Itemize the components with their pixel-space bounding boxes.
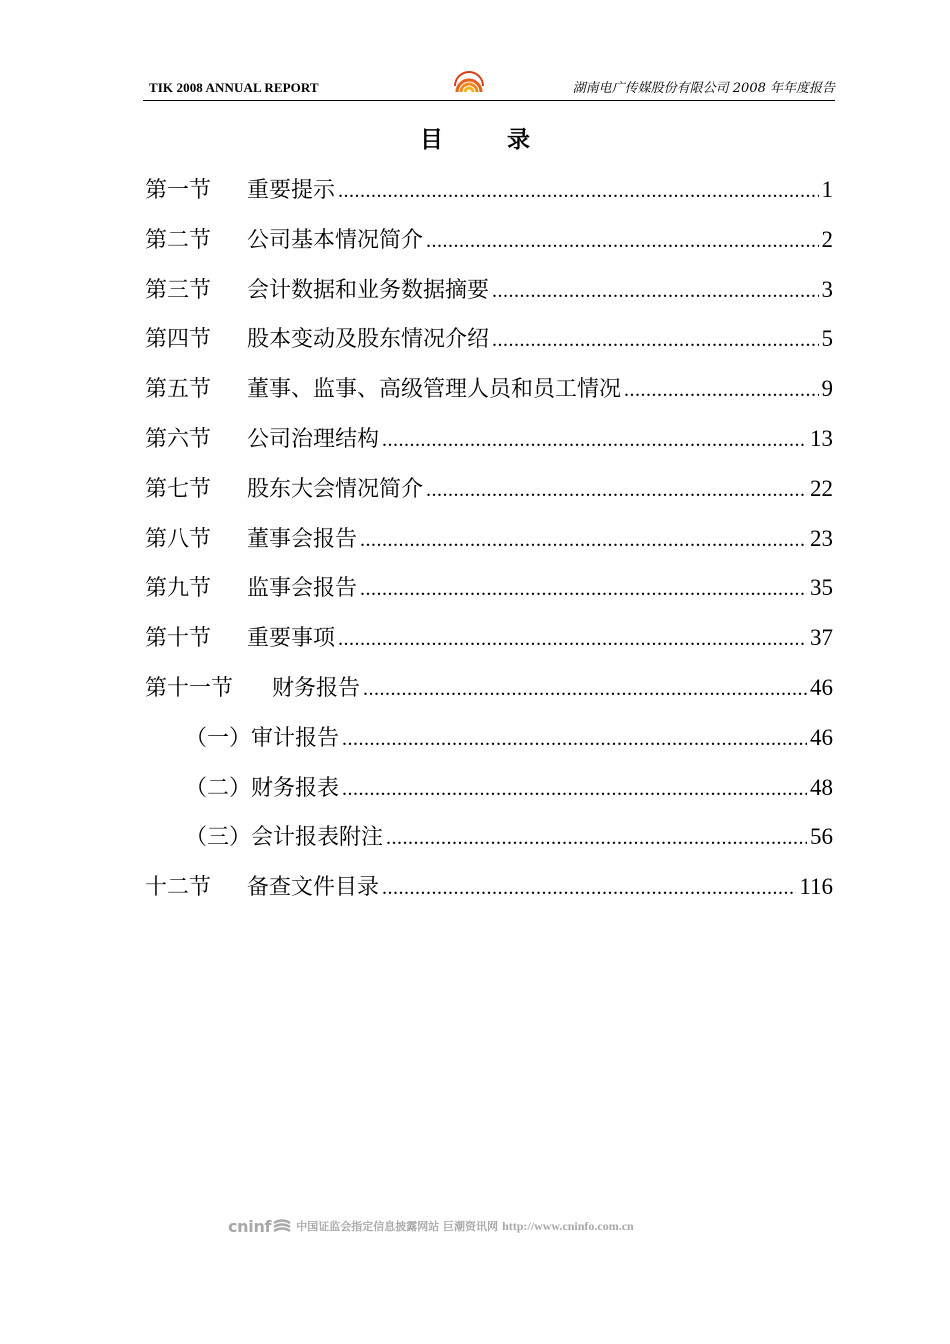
- toc-item[interactable]: [145, 221, 833, 271]
- toc-leader: [342, 720, 807, 758]
- toc-leader: [338, 172, 818, 210]
- footer-url[interactable]: http://www.cninfo.com.cn: [502, 1218, 634, 1233]
- page-title: [0, 125, 950, 155]
- toc-page: 35: [810, 575, 833, 601]
- toc-title: 备查文件目录: [247, 875, 380, 901]
- toc-leader: [492, 272, 818, 310]
- toc-leader: [382, 421, 807, 459]
- toc-title: 公司基本情况简介: [247, 227, 424, 253]
- toc-page: 9: [821, 376, 833, 402]
- toc-item[interactable]: [145, 271, 833, 321]
- toc-leader: [360, 521, 807, 559]
- title-char-1: 目: [420, 127, 443, 153]
- cninfo-logo-icon: [272, 1218, 292, 1234]
- toc-list: [145, 171, 833, 918]
- toc-page: 37: [810, 625, 833, 651]
- header-report-label: TIK 2008 ANNUAL REPORT: [149, 80, 319, 95]
- toc-item[interactable]: [145, 370, 833, 420]
- toc-leader: [426, 222, 818, 260]
- toc-title: 重要提示: [247, 178, 336, 203]
- toc-title: 公司治理结构: [247, 426, 380, 452]
- toc-title: 股东大会情况简介: [247, 476, 424, 502]
- toc-page: 1: [821, 177, 833, 202]
- toc-item[interactable]: [145, 171, 833, 221]
- footer-brand: cninf: [228, 1216, 272, 1236]
- toc-title: （二）财务报表: [185, 775, 340, 801]
- toc-subitem[interactable]: [145, 818, 833, 868]
- toc-section: 第七节: [145, 476, 212, 502]
- toc-page: 22: [810, 475, 833, 501]
- title-char-2: 录: [507, 127, 530, 153]
- toc-section: 第八节: [145, 526, 212, 552]
- toc-leader: [492, 321, 818, 359]
- toc-leader: [386, 819, 807, 857]
- toc-title: 会计数据和业务数据摘要: [247, 277, 490, 303]
- toc-item[interactable]: [145, 569, 833, 619]
- footer-watermark: [228, 1213, 748, 1239]
- toc-section: 第九节: [145, 576, 212, 602]
- toc-title: 董事会报告: [247, 526, 358, 552]
- toc-item[interactable]: [145, 520, 833, 570]
- toc-page: 48: [810, 774, 833, 800]
- toc-item[interactable]: [145, 320, 833, 370]
- toc-section: 第四节: [145, 327, 212, 353]
- toc-subitem[interactable]: [145, 719, 833, 769]
- footer-text: 中国证监会指定信息披露网站 巨潮资讯网: [296, 1220, 499, 1233]
- toc-item[interactable]: [145, 420, 833, 470]
- toc-item[interactable]: [145, 669, 833, 719]
- toc-page: 23: [810, 525, 833, 551]
- toc-page: 46: [810, 674, 833, 700]
- toc-title: 董事、监事、高级管理人员和员工情况: [247, 377, 622, 403]
- toc-leader: [360, 570, 807, 608]
- toc-title: 股本变动及股东情况介绍: [247, 327, 490, 353]
- toc-title: 监事会报告: [247, 576, 358, 602]
- header-company-label: 湖南电广传媒股份有限公司 2008 年年度报告: [572, 81, 835, 96]
- toc-page: 46: [810, 724, 833, 750]
- toc-section: 第十节: [145, 626, 212, 652]
- toc-leader: [426, 471, 807, 509]
- toc-page: 116: [799, 874, 833, 900]
- toc-leader: [382, 869, 796, 907]
- toc-item[interactable]: [145, 619, 833, 669]
- toc-section: 第二节: [145, 227, 212, 253]
- toc-section: 十二节: [145, 875, 212, 901]
- toc-page: 2: [821, 226, 833, 252]
- sun-logo-icon: [453, 66, 485, 98]
- toc-title: （一）审计报告: [185, 725, 340, 751]
- toc-title: 重要事项: [247, 626, 336, 652]
- toc-title: 财务报告: [272, 675, 361, 701]
- toc-leader: [363, 670, 807, 708]
- page-header: [143, 62, 835, 101]
- toc-page: 56: [810, 824, 833, 850]
- toc-section: 第三节: [145, 277, 212, 303]
- toc-section: 第五节: [145, 377, 212, 403]
- toc-leader: [624, 371, 818, 409]
- toc-leader: [342, 770, 807, 808]
- toc-page: 13: [810, 425, 833, 451]
- toc-leader: [338, 620, 807, 658]
- toc-section: 第六节: [145, 426, 212, 452]
- toc-page: 3: [821, 276, 833, 302]
- toc-subitem[interactable]: [145, 769, 833, 819]
- toc-section: 第一节: [145, 178, 212, 203]
- toc-page: 5: [821, 326, 833, 352]
- toc-item[interactable]: [145, 868, 833, 918]
- toc-title: （三）会计报表附注: [185, 825, 384, 851]
- toc-section: 第十一节: [145, 675, 234, 701]
- toc-item[interactable]: [145, 470, 833, 520]
